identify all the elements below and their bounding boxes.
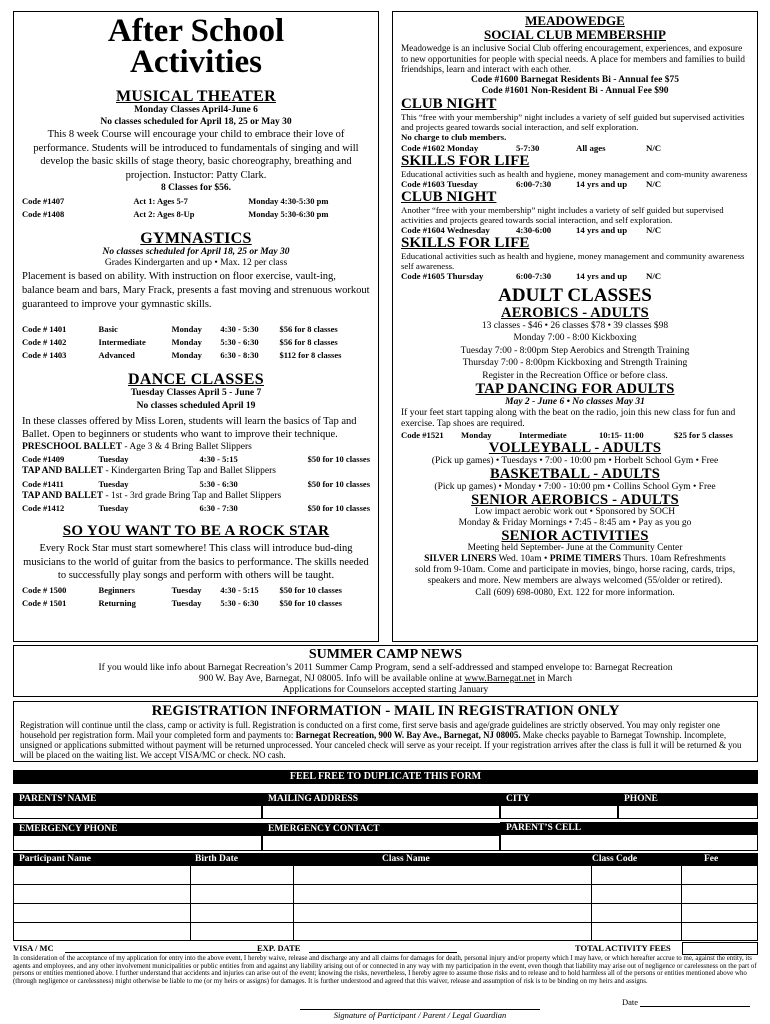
social-heading-2: SOCIAL CLUB MEMBERSHIP <box>483 27 667 42</box>
silver-liners: SILVER LINERS <box>424 554 497 564</box>
cell: Act 1: Ages 5-7 <box>133 195 188 206</box>
emergency-contact-field[interactable] <box>262 835 500 851</box>
cell: Returning <box>98 597 136 608</box>
birth-date-header: Birth Date <box>189 853 292 865</box>
summer-camp-heading: SUMMER CAMP NEWS <box>308 647 463 662</box>
reg-address: Barnegat Recreation, 900 W. Bay Ave., Barnegat, NJ 08005. <box>295 730 521 740</box>
emergency-contact-label: EMERGENCY CONTACT <box>262 823 500 835</box>
cell: Code #1521 <box>401 430 444 440</box>
cell: Code #1602 Monday <box>401 142 479 153</box>
aerobics-line-1: 13 classes - $46 • 26 classes $78 • 39 classes $98 <box>481 320 669 331</box>
cell: Code #1408 <box>22 208 65 219</box>
social-fee-2: Code #1601 Non-Resident Bi - Annual Fee $90 <box>481 85 669 96</box>
cell: Monday <box>461 430 492 440</box>
social-desc: Meadowedge is an inclusive Social Club offering encouragement, experiences, and exposure to new opportunities for people with special needs. A place for members and families to build friendships, learn and interact with each other. <box>401 43 745 74</box>
cell: Beginners <box>98 584 135 595</box>
cell: $25 for 5 classes <box>674 430 733 440</box>
cell: 5:30 - 6:30 <box>220 336 259 347</box>
cell: $112 for 8 classes <box>279 349 342 360</box>
cell: 6:00-7:30 <box>516 270 552 281</box>
rock-desc: Every Rock Star must start somewhere! This class will introduce bud-ding musicians to the world of guitar from the basics to performance. The skills needed to successfully play songs and perform with others will be taught. <box>23 543 369 581</box>
cell: Tuesday <box>98 503 129 513</box>
senior-aerobics-heading: SENIOR AEROBICS - ADULTS <box>471 492 679 508</box>
cell: $50 for 10 classes <box>307 503 370 513</box>
emergency-phone-label: EMERGENCY PHONE <box>13 823 262 835</box>
total-fees-label: TOTAL ACTIVITY FEES <box>575 943 671 953</box>
cell: N/C <box>646 270 662 281</box>
table-row <box>22 478 370 491</box>
cell: Code #1409 <box>22 454 65 464</box>
cell: N/C <box>646 224 662 235</box>
senior-line-1: Meeting held September- June at the Community Center <box>467 543 683 553</box>
cell: 4:30 - 5:30 <box>220 323 259 334</box>
club-night-2-desc: Another “free with your membership” night includes a variety of self guided but supervised activities and projects geared towards social interaction, and self exploration. <box>401 204 724 225</box>
cell: Advanced <box>98 349 135 360</box>
senior-aerobics-line-2: Monday & Friday Mornings • 7:45 - 8:45 am • Pay as you go <box>458 518 692 528</box>
title-line-2: Activities <box>130 44 262 80</box>
cell: Basic <box>98 323 118 334</box>
theater-desc: This 8 week Course will encourage your child to embrace their love of performance. Students will be introduced to fundamentals of singing and will develop the basic skills of stage theory, basic choreography, breathing and projection. Instuctor: Patty Clark. <box>33 129 359 181</box>
volleyball-line: (Pick up games) • Tuesdays • 7:00 - 10:00 pm • Horbelt School Gym • Free <box>431 456 719 466</box>
dance-p1 <box>22 442 370 454</box>
summer-camp-box <box>13 645 758 697</box>
dance-p3 <box>22 491 370 503</box>
cell: Tuesday <box>171 597 202 608</box>
theater-no-class: No classes scheduled for April 18, 25 or May 30 <box>100 116 292 127</box>
social-heading-1: MEADOWEDGE <box>525 13 625 28</box>
gym-no-class: No classes scheduled for April 18, 25 or May 30 <box>102 246 290 257</box>
cell: N/C <box>646 142 662 153</box>
skills-desc: Educational activities such as health and hygiene, money management and com-munity awareness <box>401 168 748 179</box>
gymnastics-heading: GYMNASTICS <box>140 229 252 247</box>
registration-heading: REGISTRATION INFORMATION - MAIL IN REGISTRATION ONLY <box>151 703 620 719</box>
cell: 6:30 - 7:30 <box>199 503 238 513</box>
dance-p1-rest: - Age 3 & 4 Bring Ballet Slippers <box>122 441 252 452</box>
club-night-heading: CLUB NIGHT <box>401 95 497 112</box>
senior-aerobics-line-1: Low impact aerobic work out • Sponsored by SOCH <box>474 507 676 517</box>
emergency-phone-field[interactable] <box>13 835 262 851</box>
dance-p3-title: TAP AND BALLET <box>22 490 104 501</box>
gym-table <box>22 323 370 362</box>
table-row[interactable] <box>14 923 757 941</box>
phone-label: PHONE <box>618 793 758 805</box>
reg-p1: Registration will continue until the class, camp or activity is full. Registration is conducted on a first come, first serve basis and age/grade guidelines are strictly observed. You may only register one household per registration form. Mail your completed form and payments to: <box>20 720 720 740</box>
table-row <box>22 584 370 597</box>
city-label: CITY <box>500 793 618 805</box>
participant-name-header: Participant Name <box>13 853 189 865</box>
cell: 10:15- 11:00 <box>599 430 644 440</box>
visa-label: VISA / MC <box>13 943 54 953</box>
dance-table-3 <box>22 502 370 515</box>
page-title <box>22 13 370 80</box>
cell: Code #1604 Wednesday <box>401 224 490 235</box>
prime-timers: PRIME TIMERS <box>549 554 622 564</box>
tap-heading: TAP DANCING FOR ADULTS <box>475 381 675 397</box>
aerobics-line-4: Thursday 7:00 - 8:00pm Kickboxing and Strength Training <box>462 358 688 368</box>
class-name-header: Class Name <box>292 853 590 865</box>
column-divider <box>591 866 592 941</box>
dance-no-class: No classes scheduled April 19 <box>136 401 256 411</box>
senior-activities-heading: SENIOR ACTIVITIES <box>501 528 649 544</box>
cell: 4:30 - 5:15 <box>199 454 238 464</box>
aerobics-heading: AEROBICS - ADULTS <box>501 304 649 321</box>
cell: 14 yrs and up <box>576 178 628 189</box>
aerobics-line-3: Tuesday 7:00 - 8:00pm Step Aerobics and Strength Training <box>460 345 690 356</box>
parents-cell-label: PARENT’S CELL <box>500 822 758 834</box>
cell: N/C <box>646 178 662 189</box>
duplicate-banner: FEEL FREE TO DUPLICATE THIS FORM <box>13 770 758 784</box>
signature-label: Signature of Participant / Parent / Legal Guardian <box>333 1010 507 1020</box>
table-row <box>22 597 370 610</box>
cell: Code # 1501 <box>22 597 67 608</box>
cell: 14 yrs and up <box>576 270 628 281</box>
table-row[interactable] <box>14 885 757 904</box>
skills-2-desc: Educational activities such as health and hygiene, money management and community awareness self awareness. <box>401 250 745 271</box>
musical-theater-heading: MUSICAL THEATER <box>116 88 276 105</box>
basketball-line: (Pick up games) • Monday • 7:00 - 10:00 pm • Collins School Gym • Free <box>434 482 716 492</box>
exp-field[interactable] <box>309 952 457 953</box>
social-fee-1: Code #1600 Barnegat Residents Bi - Annual fee $75 <box>471 74 679 85</box>
dance-table-1 <box>22 453 370 466</box>
date-field[interactable] <box>640 1006 750 1007</box>
tap-dates: May 2 - June 6 • No classes May 31 <box>505 397 645 407</box>
cell: Intermediate <box>519 430 567 440</box>
camp-line-2 <box>14 674 757 685</box>
table-row <box>22 502 370 515</box>
table-row <box>22 195 370 208</box>
cell: $56 for 8 classes <box>279 336 338 347</box>
gym-grades: Grades Kindergarten and up • Max. 12 per class <box>104 258 288 268</box>
basketball-heading: BASKETBALL - ADULTS <box>489 466 661 482</box>
camp-text: 900 W. Bay Ave, Barnegat, NJ 08005. Info will be available online at <box>198 674 465 684</box>
cell: Monday 5:30-6:30 pm <box>248 208 329 219</box>
cell: 5-7:30 <box>516 142 540 153</box>
column-divider <box>190 866 191 941</box>
reg-p2: Make checks payable to Barnegat Township. Incomplete, unsigned or applications submitted without payment will be returned unprocessed. Your canceled check will serve as your receipt. If your registration arrives after the class is full it will be returned & you will be placed on the waiting list. We accept VISA/MC or check. NO cash. <box>20 730 742 760</box>
cell: Code #1411 <box>22 478 64 489</box>
cell: Monday <box>171 336 202 347</box>
table-row <box>22 323 370 336</box>
dance-dates: Tuesday Classes April 5 - June 7 <box>130 387 262 398</box>
cell: Code # 1403 <box>22 349 67 360</box>
volleyball-heading: VOLLEYBALL - ADULTS <box>488 440 662 456</box>
registration-text <box>20 720 751 760</box>
mailing-address-label: MAILING ADDRESS <box>262 793 500 805</box>
cell: $56 for 8 classes <box>279 323 338 334</box>
cell: $50 for 10 classes <box>307 478 370 489</box>
cell: Code #1603 Tuesday <box>401 178 478 189</box>
right-panel <box>392 11 758 642</box>
dance-p3-rest: - 1st - 3rd grade Bring Tap and Ballet Slippers <box>103 490 282 501</box>
cell: 5:30 - 6:30 <box>199 478 238 489</box>
class-code-header: Class Code <box>590 853 680 865</box>
table-row <box>22 349 370 362</box>
dance-heading: DANCE CLASSES <box>128 370 264 388</box>
column-divider <box>681 866 682 941</box>
cell: $50 for 10 classes <box>279 597 342 608</box>
cell: 4:30-6:00 <box>516 224 552 235</box>
exp-label: EXP. DATE <box>257 943 301 953</box>
parents-cell-field[interactable] <box>500 834 758 851</box>
cell: 14 yrs and up <box>576 224 628 235</box>
gym-desc: Placement is based on ability. With instruction on floor exercise, vault-ing, balance beam and bars, Mary Frack, presents a fast moving and strenuous workout guaranteed to improve your gymnastic skills. <box>22 270 370 310</box>
left-panel <box>13 11 379 642</box>
camp-line-1: If you would like info about Barnegat Recreation’s 2011 Summer Camp Program, send a self-addressed and stamped envelope to: Barnegat Recreation <box>98 663 673 673</box>
cell: 4:30 - 5:15 <box>220 584 259 595</box>
rock-star-heading: SO YOU WANT TO BE A ROCK STAR <box>62 523 330 539</box>
theater-dates: Monday Classes April4-June 6 <box>134 105 258 115</box>
club-night-row <box>401 143 749 154</box>
dance-p2-title: TAP AND BALLET <box>22 466 104 476</box>
dance-p2 <box>22 466 370 478</box>
cell: Tuesday <box>98 454 129 464</box>
parents-name-label: PARENTS’ NAME <box>13 793 262 805</box>
theater-price: 8 Classes for $56. <box>160 183 232 193</box>
camp-line-3: Applications for Counselors accepted starting January <box>282 685 489 695</box>
cell: Tuesday <box>98 478 129 489</box>
table-row <box>22 208 370 221</box>
cell: 6:30 - 8:30 <box>220 349 259 360</box>
table-row <box>22 453 370 466</box>
cell: Code #1407 <box>22 195 65 206</box>
cell: 6:00-7:30 <box>516 178 552 189</box>
date-label: Date <box>622 997 639 1007</box>
club-night-desc: This “free with your membership” night includes a variety of self guided but supervised activities and projects geared towards social interaction, and self exploration. <box>401 111 745 132</box>
club-night-2-heading: CLUB NIGHT <box>401 188 497 205</box>
payment-line <box>13 942 758 956</box>
camp-text-2: in March <box>535 674 573 684</box>
cell: Monday <box>171 323 202 334</box>
column-divider <box>293 866 294 941</box>
fee-header: Fee <box>680 853 758 865</box>
phone-field[interactable] <box>618 805 758 819</box>
cell: 5:30 - 6:30 <box>220 597 259 608</box>
senior-line-4: Call (609) 698-0080, Ext. 122 for more information. <box>475 588 675 598</box>
senior-line-3: sold from 9-10am. Come and participate in movies, bingo, horse racing, cards, trips, speakers and more. New members are always welcomed (55/older or retired). <box>414 565 736 586</box>
skills-row <box>401 179 749 190</box>
waiver-text: In consideration of the acceptance of my application for entry into the above event, I hereby waive, release and discharge any and all claims for damages for death, personal injury and/or property which I may have, or which hereafter accrue to me, against the entity, its agents and employees, and any other involvement municipalities or public entities from and against any liability arising out of or connected in any way with my participation in the event, even though that liability may arise out of negligence or carelessness on the part of persons or entities mentioned above. I further understand that accidents and injuries can arise out of the event; knowing the risks, nevertheless, I hereby agree to assume those risks and to release and to hold harmless all of the persons or entities mentioned above who (through negligence or carelessness) might otherwise be liable to me (or my heirs or assigns) for damages. It is further understood and agreed that this waiver, release and assumption of risk is to be binding on my heirs and assigns. <box>13 955 757 985</box>
cell: Code #1605 Thursday <box>401 270 484 281</box>
cell: Code # 1401 <box>22 323 67 334</box>
rock-table <box>22 584 370 610</box>
dance-p1-title: PRESCHOOL BALLET <box>22 441 123 452</box>
dance-table-2 <box>22 478 370 491</box>
participant-grid <box>13 865 758 941</box>
cell: Tuesday <box>171 584 202 595</box>
aerobics-line-5: Register in the Recreation Office or before class. <box>482 370 668 381</box>
title-line-1: After School <box>107 13 285 49</box>
cell: Code # 1402 <box>22 336 67 347</box>
cell: Code # 1500 <box>22 584 67 595</box>
barnegat-link[interactable]: www.Barnegat.net <box>464 674 536 684</box>
visa-field[interactable] <box>65 952 261 953</box>
mailing-address-field[interactable] <box>262 805 500 819</box>
cell: Monday 4:30-5:30 pm <box>248 195 329 206</box>
registration-box <box>13 701 758 762</box>
cell: Code #1412 <box>22 503 65 513</box>
cell: $50 for 10 classes <box>279 584 342 595</box>
table-row[interactable] <box>14 866 757 885</box>
cell: Act 2: Ages 8-Up <box>133 208 195 219</box>
senior-text-2: Thurs. 10am Refreshments <box>621 554 726 564</box>
skills-2-heading: SKILLS FOR LIFE <box>401 234 530 251</box>
club-night-note: No charge to club members. <box>401 131 507 142</box>
senior-line-2 <box>401 554 749 565</box>
senior-text: Wed. 10am • <box>496 554 550 564</box>
adult-classes-heading: ADULT CLASSES <box>498 284 652 306</box>
club-night-2-row <box>401 225 749 236</box>
aerobics-line-2: Monday 7:00 - 8:00 Kickboxing <box>513 333 637 343</box>
dance-p2-rest: - Kindergarten Bring Tap and Ballet Slippers <box>103 466 276 476</box>
cell: All ages <box>576 142 606 153</box>
table-row[interactable] <box>14 904 757 923</box>
cell: Monday <box>171 349 202 360</box>
table-row <box>22 336 370 349</box>
parents-name-field[interactable] <box>13 805 262 819</box>
date-line <box>622 997 750 1007</box>
theater-table <box>22 195 370 221</box>
tap-desc: If your feet start tapping along with the beat on the radio, join this new class for fun and exercise. Tap shoes are required. <box>401 408 736 429</box>
total-fees-field[interactable] <box>682 942 758 955</box>
social-heading <box>401 14 749 42</box>
cell: $50 for 10 classes <box>307 454 370 464</box>
skills-2-row <box>401 271 749 282</box>
cell: Intermediate <box>98 336 146 347</box>
skills-heading: SKILLS FOR LIFE <box>401 152 530 169</box>
dance-desc: In these classes offered by Miss Loren, students will learn the basics of Tap and Ballet. Open to beginners or students who want to improve their technique. <box>22 415 357 440</box>
city-field[interactable] <box>500 805 618 819</box>
